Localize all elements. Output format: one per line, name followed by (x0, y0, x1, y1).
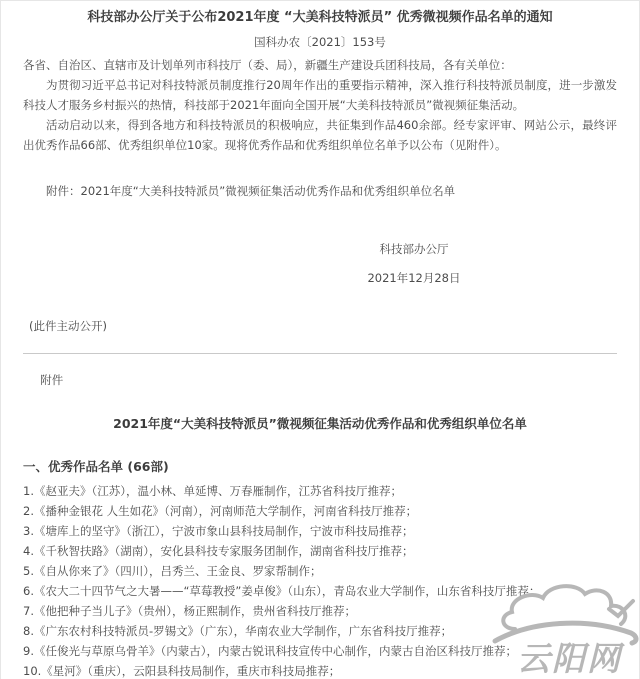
work-list-item: 1.《赵亚夫》（江苏），温小林、单延博、万春雁制作，江苏省科技厅推荐； (23, 484, 402, 498)
signature-block (339, 239, 489, 288)
attachment-note: 附件：2021年度“大美科技特派员”微视频征集活动优秀作品和优秀组织单位名单 (46, 184, 456, 198)
section-divider (23, 353, 617, 354)
signer-name: 科技部办公厅 (379, 242, 449, 256)
work-list-item: 6.《农大二十四节气之大暑——“草莓教授”姜卓俊》（山东），青岛农业大学制作，山东省科技厅推荐； (23, 584, 541, 598)
sign-date: 2021年12月28日 (367, 271, 461, 285)
annex-title: 2021年度“大美科技特派员”微视频征集活动优秀作品和优秀组织单位名单 (113, 416, 527, 431)
watermark-text: 云阳网 (517, 639, 622, 677)
body-paragraph: 活动启动以来，得到各地方和科技特派员的积极响应，共征集到作品460余部。经专家评审、网站公示，最终评出优秀作品66部、优秀组织单位10家。现将优秀作品和优秀组织单位名单予以公布（见附件）。 (23, 118, 617, 152)
work-list-item: 7.《他把种子当儿子》（贵州），杨正熙制作，贵州省科技厅推荐； (23, 604, 356, 618)
work-list-item: 3.《塘库上的坚守》（浙江），宁波市象山县科技局制作，宁波市科技局推荐； (23, 524, 414, 538)
notice-title: 科技部办公厅关于公布2021年度 “大美科技特派员” 优秀微视频作品名单的通知 (87, 10, 553, 25)
work-list-item: 4.《千秋智扶路》（湖南），安化县科技专家服务团制作，湖南省科技厅推荐； (23, 544, 414, 558)
annex-label: 附件 (40, 373, 64, 387)
disclosure-note: (此件主动公开) (29, 319, 107, 333)
works-section-heading: 一、优秀作品名单 (66部) (23, 459, 169, 474)
salutation: 各省、自治区、直辖市及计划单列市科技厅（委、局），新疆生产建设兵团科技局，各有关单位： (23, 58, 512, 72)
work-list-item: 9.《任俊光与草原乌骨羊》（内蒙古），内蒙古锐讯科技宣传中心制作，内蒙古自治区科技厅推荐； (23, 644, 517, 658)
works-list (23, 481, 617, 679)
work-list-item: 10.《星河》（重庆），云阳县科技局制作，重庆市科技局推荐； (23, 664, 341, 678)
work-list-item: 5.《自从你来了》（四川），吕秀兰、王金良、罗家帮制作； (23, 564, 322, 578)
work-list-item: 2.《播种金银花 人生如花》（河南），河南师范大学制作，河南省科技厅推荐； (23, 504, 418, 518)
doc-number: 国科办农〔2021〕153号 (254, 35, 386, 49)
work-list-item: 8.《广东农村科技特派员-罗锡文》（广东），华南农业大学制作，广东省科技厅推荐； (23, 624, 453, 638)
body-paragraph: 为贯彻习近平总书记对科技特派员制度推行20周年作出的重要指示精神，深入推行科技特派员制度，进一步激发科技人才服务乡村振兴的热情，科技部于2021年面向全国开展“大美科技特派员”微视频征集活动。 (23, 78, 617, 112)
